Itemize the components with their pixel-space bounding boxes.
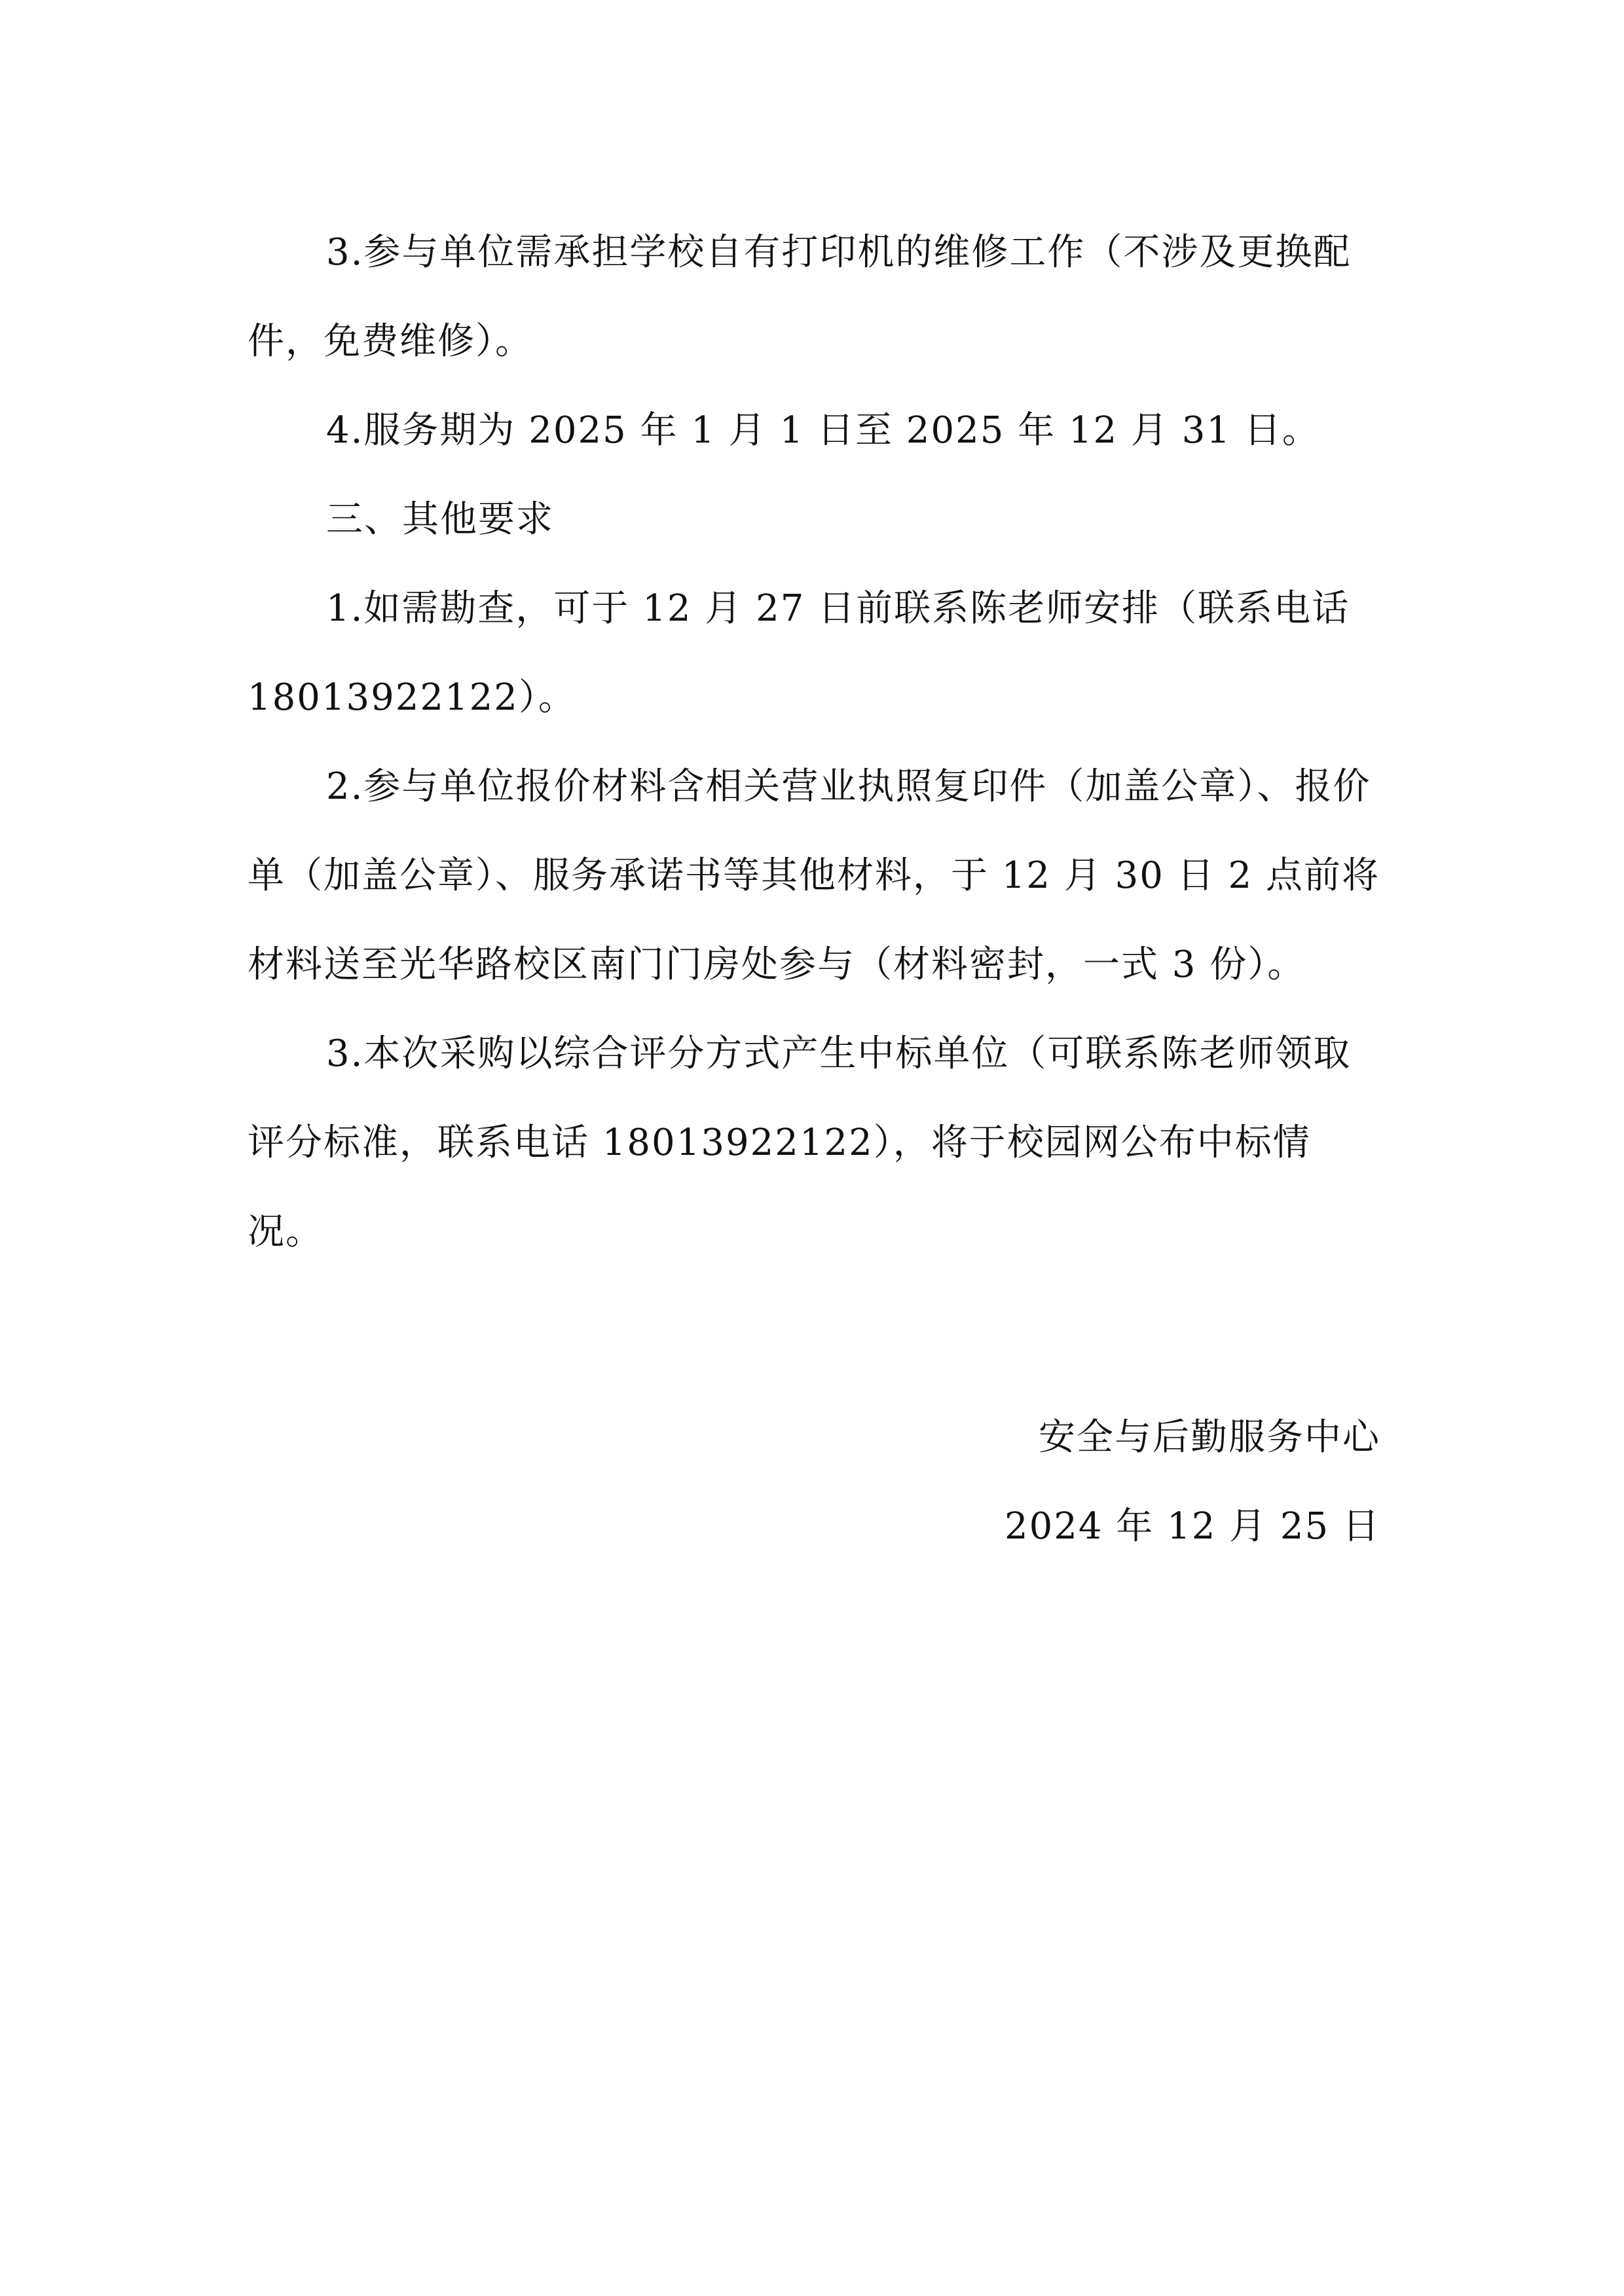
requirement-materials: 2.参与单位报价材料含相关营业执照复印件（加盖公章）、报价单（加盖公章）、服务承诺书等其他材料，于 12 月 30 日 2 点前将材料送至光华路校区南门门房处参与（材料密封，一式 3 份）。 <box>248 765 1380 986</box>
requirement-evaluation: 3.本次采购以综合评分方式产生中标单位（可联系陈老师领取评分标准，联系电话 18013922122），将于校园网公布中标情况。 <box>248 1032 1352 1253</box>
signature-block <box>1005 1393 1380 1571</box>
signature-organization: 安全与后勤服务中心 <box>1039 1416 1380 1459</box>
document-body <box>248 208 1384 1277</box>
paragraph-service-period: 4.服务期为 2025 年 1 月 1 日至 2025 年 12 月 31 日。 <box>326 409 1320 452</box>
section-heading-other-requirements: 三、其他要求 <box>326 498 554 541</box>
paragraph-service-repair: 3.参与单位需承担学校自有打印机的维修工作（不涉及更换配件，免费维修）。 <box>248 231 1352 363</box>
requirement-inspection: 1.如需勘查，可于 12 月 27 日前联系陈老师安排（联系电话 18013922122）。 <box>248 587 1350 719</box>
signature-date: 2024 年 12 月 25 日 <box>1004 1505 1380 1548</box>
